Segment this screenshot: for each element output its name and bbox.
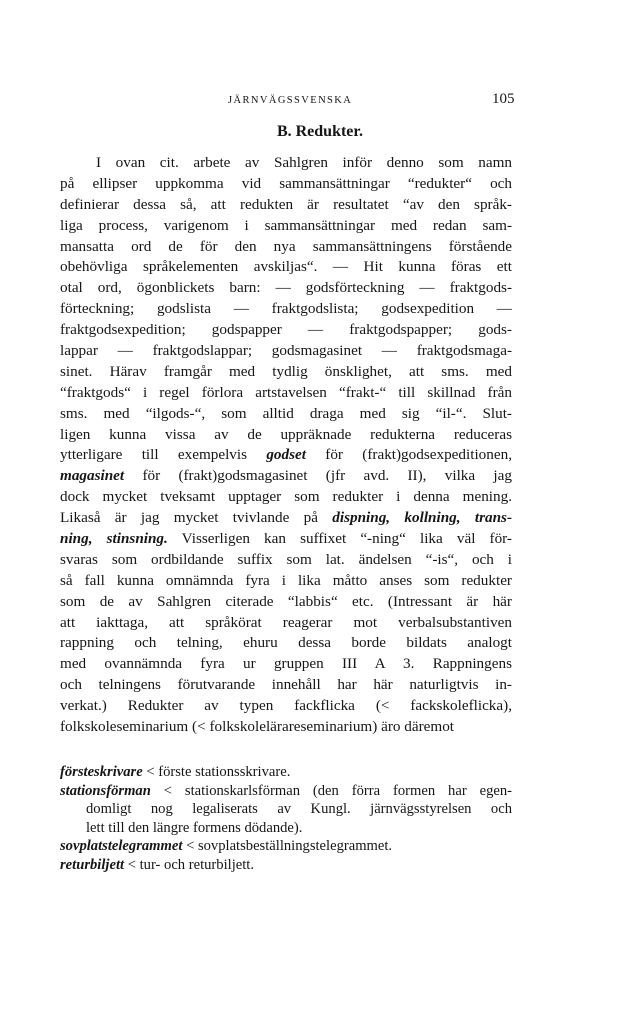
text-run: så fall kunna omnämnda fyra i lika måtto anses som redukter [60, 571, 512, 589]
text-line [60, 717, 512, 738]
text-line [60, 571, 512, 592]
example-item [60, 819, 512, 838]
page-number: 105 [492, 91, 515, 107]
text-line [60, 383, 512, 404]
text-line [60, 633, 512, 654]
text-run: liga process, varigenom i sammansättningar med redan sam- [60, 216, 512, 234]
text-line [60, 174, 512, 195]
text-line [60, 320, 512, 341]
text-run: ytterligare till exempelvis [60, 446, 267, 464]
example-item [60, 800, 512, 819]
text-run: Likaså är jag mycket tvivlande på [60, 509, 333, 527]
example-item [60, 782, 512, 801]
text-line [60, 445, 512, 466]
text-line [60, 216, 512, 237]
text-run: < stationskarlsförman (den förra formen har egen- [150, 782, 512, 799]
text-line [60, 404, 512, 425]
text-line [60, 362, 512, 383]
text-run: Visserligen kan suffixet “-ning“ lika väl för- [167, 530, 512, 548]
text-run: som de av Sahlgren citerade “labbis“ etc. (Intressant är här [60, 592, 512, 610]
text-line [60, 696, 512, 717]
running-head: JÄRNVÄGSSVENSKA [228, 95, 353, 106]
text-run: folkskoleseminarium (< folkskolelärareseminarium) äro däremot [60, 718, 455, 736]
text-run: < förste stationsskrivare. [142, 764, 291, 780]
text-run: “fraktgods“ i regel förlora artstavelsen “frakt-“ till skillnad från [60, 383, 512, 401]
body-paragraph [60, 153, 512, 738]
text-line [60, 654, 512, 675]
text-line [60, 425, 512, 446]
text-run: sinet. Härav framgår med tydlig önsklighet, att sms. med [60, 362, 512, 380]
text-run: otal ord, ögonblickets barn: — godsförteckning — fraktgods- [60, 279, 512, 297]
text-line [60, 550, 512, 571]
text-run: sms. med “ilgods-“, som alltid draga med sig “il-“. Slut- [60, 404, 512, 422]
text-line [60, 613, 512, 634]
emphasized-term: sovplatstelegrammet [60, 838, 183, 854]
emphasized-term: försteskrivare [60, 764, 143, 780]
text-run: för (frakt)godsmagasinet (jfr avd. II), vilka jag [124, 467, 512, 485]
text-run: dock mycket tveksamt upptager som redukter i denna mening. [60, 488, 512, 506]
text-line [60, 195, 512, 216]
emphasized-term: magasinet [60, 467, 125, 485]
text-run: svaras som ordbildande suffix som lat. ändelsen “-is“, och i [60, 550, 512, 568]
text-run: för (frakt)godsexpeditionen, [305, 446, 512, 464]
text-run: att iakttaga, att språkörat reagerar mot verbalsubstantiven [60, 613, 512, 631]
text-line [60, 487, 512, 508]
example-item [60, 837, 512, 856]
text-line [60, 529, 512, 550]
text-line [60, 153, 512, 174]
text-run: rappning och telning, ehuru dessa borde bildats analogt [60, 634, 512, 652]
text-run: och telningens förutvarande innehåll har här naturligtvis in- [60, 676, 512, 694]
emphasized-term: returbiljett [60, 856, 125, 873]
text-line [60, 237, 512, 258]
text-line [60, 508, 512, 529]
emphasized-term: ning, stinsning. [60, 530, 168, 548]
text-run: lett till den längre formens dödande). [86, 819, 303, 836]
text-run: obehövliga språkelementen avskiljas“. — Hit kunna föras ett [60, 258, 512, 276]
text-line [60, 466, 512, 487]
emphasized-term: dispning, kollning, trans- [332, 509, 512, 527]
text-run: < sovplatsbeställningstelegrammet. [182, 838, 393, 854]
text-run: < tur- och returbiljett. [124, 856, 254, 873]
section-heading: B. Redukter. [276, 123, 364, 140]
text-run: mansatta ord de för den nya sammansättningens förstående [60, 237, 512, 255]
text-run: verkat.) Redukter av typen fackflicka (< fackskoleflicka), [60, 697, 512, 715]
example-item [60, 763, 512, 782]
emphasized-term: stationsförman [60, 782, 151, 799]
text-line [60, 592, 512, 613]
example-list [60, 763, 512, 874]
text-run: ligen kunna vissa av de uppräknade redukterna reduceras [60, 425, 512, 443]
example-item [60, 856, 512, 875]
text-line [60, 278, 512, 299]
text-run: med ovannämnda fyra ur gruppen III A 3. Rappningens [60, 655, 512, 673]
text-line [60, 257, 512, 278]
emphasized-term: godset [266, 446, 306, 464]
text-line [60, 341, 512, 362]
text-run: lappar — fraktgodslappar; godsmagasinet — fraktgodsmaga- [60, 342, 512, 360]
text-run: definierar dessa så, att redukten är resultatet “av den språk- [60, 195, 512, 213]
text-line [60, 675, 512, 696]
text-run: fraktgodsexpedition; godspapper — fraktgodspapper; gods- [60, 321, 512, 339]
text-run: förteckning; godslista — fraktgodslista; godsexpedition — [60, 300, 512, 318]
text-run: I ovan cit. arbete av Sahlgren inför denno som namn [96, 154, 512, 171]
text-run: på ellipser uppkomma vid sammansättningar “redukter“ och [60, 174, 512, 192]
text-line [60, 299, 512, 320]
text-run: domligt nog legaliserats av Kungl. järnvägsstyrelsen och [86, 801, 512, 817]
